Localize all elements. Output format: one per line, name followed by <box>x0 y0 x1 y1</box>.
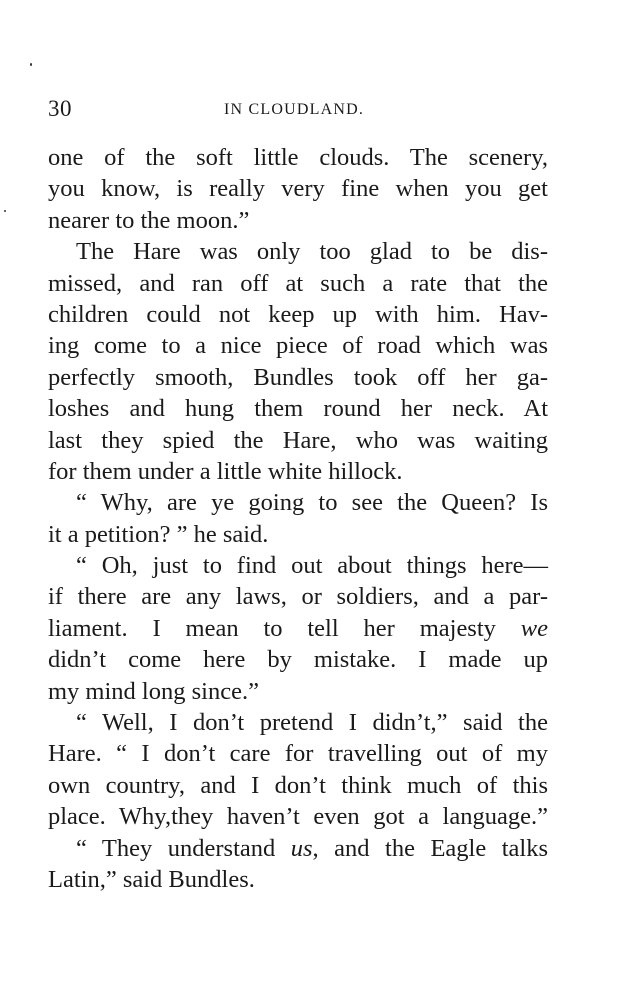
body-text <box>48 142 548 895</box>
text-line: children could not keep up with him. Hav- <box>48 300 548 328</box>
text-line: ing come to a nice piece of road which was <box>48 332 548 360</box>
text-line: “ Well, I don’t pretend I didn’t,” said the <box>76 709 548 737</box>
text-line: it a petition? ” he said. <box>48 520 269 548</box>
text-line: liament. I mean to tell her majesty we <box>48 614 548 642</box>
text-line: “ Oh, just to find out about things here— <box>76 552 548 580</box>
running-head: IN CLOUDLAND. <box>224 101 365 118</box>
text-line: own country, and I don’t think much of this <box>48 771 548 799</box>
text-line: loshes and hung them round her neck. At <box>48 395 548 423</box>
text-line: you know, is really very fine when you get <box>48 175 548 203</box>
page-header <box>48 96 548 126</box>
print-speck <box>4 210 6 212</box>
text-line: The Hare was only too glad to be dis- <box>76 238 548 266</box>
text-line: my mind long since.” <box>48 677 259 705</box>
text-line: missed, and ran off at such a rate that the <box>48 269 548 297</box>
text-line: for them under a little white hillock. <box>48 457 403 485</box>
text-line: “ They understand us, and the Eagle talks <box>76 834 548 862</box>
text-line: perfectly smooth, Bundles took off her ga- <box>48 363 548 391</box>
text-line: Hare. “ I don’t care for travelling out of my <box>48 740 548 768</box>
text-line: didn’t come here by mistake. I made up <box>48 646 548 674</box>
text-line: one of the soft little clouds. The scenery, <box>48 144 548 171</box>
text-line: “ Why, are ye going to see the Queen? Is <box>76 489 548 517</box>
text-line: if there are any laws, or soldiers, and a par- <box>48 583 548 611</box>
text-line: last they spied the Hare, who was waiting <box>48 426 548 454</box>
text-line: nearer to the moon.” <box>48 206 250 234</box>
text-line: Latin,” said Bundles. <box>48 865 255 893</box>
text-line: place. Why,they haven’t even got a language.” <box>48 803 548 831</box>
page-number: 30 <box>48 96 72 121</box>
print-speck <box>30 63 32 66</box>
